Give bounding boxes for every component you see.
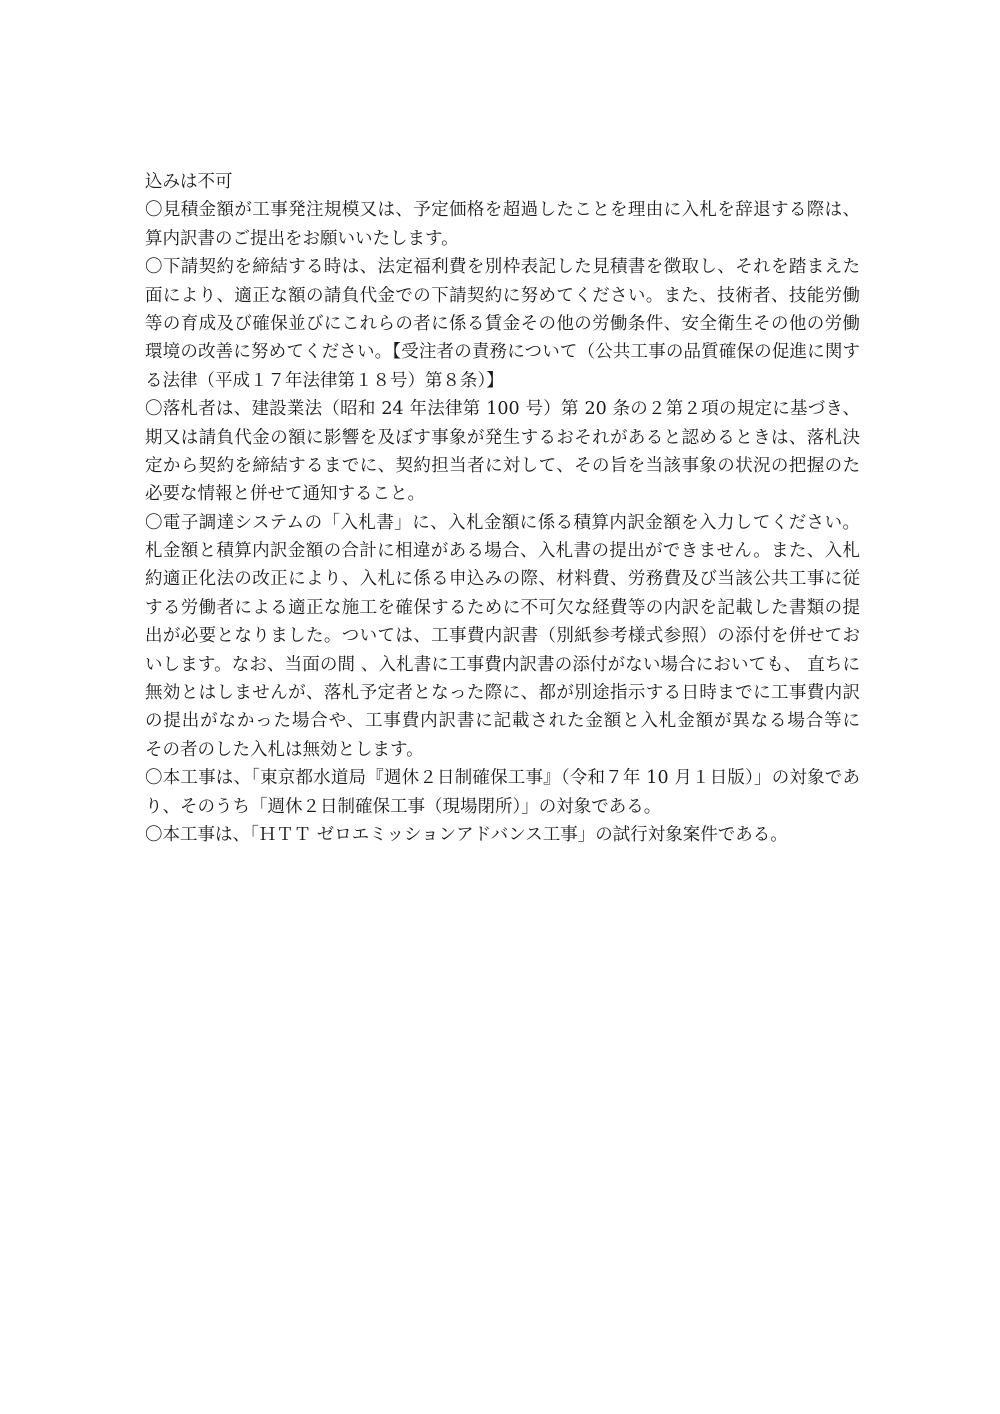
text-line: 定から契約を締結するまでに、契約担当者に対して、その旨を当該事象の状況の把握のた	[145, 455, 860, 476]
text-line: 環境の改善に努めてください。【受注者の責務について（公共工事の品質確保の促進に関す	[145, 342, 860, 363]
text-line: 〇本工事は、「ＨＴＴ ゼロエミッションアドバンス工事」の試行対象案件である。	[145, 824, 788, 845]
text-line: る法律（平成１７年法律第１８号）第８条）】	[145, 370, 504, 391]
text-line: 約適正化法の改正により、入札に係る申込みの際、材料費、労務費及び当該公共工事に従	[145, 569, 860, 590]
text-line: する労働者による適正な施工を確保するために不可欠な経費等の内訳を記載した書類の提	[145, 597, 860, 618]
document-body	[145, 168, 860, 849]
text-line: 必要な情報と併せて通知すること。	[145, 484, 425, 505]
text-line: 等の育成及び確保並びにこれらの者に係る賃金その他の労働条件、安全衛生その他の労働	[145, 313, 860, 334]
text-line: 〇本工事は、「東京都水道局『週休２日制確保工事』（令和７年 10 月１日版）」の対象であ	[145, 768, 860, 789]
text-line: 〇見積金額が工事発注規模又は、予定価格を超過したことを理由に入札を辞退する際は、	[145, 200, 860, 221]
text-line: 〇落札者は、建設業法（昭和 24 年法律第 100 号）第 20 条の２第２項の規定に基づき、	[145, 399, 860, 420]
text-line: 無効とはしませんが、落札予定者となった際に、都が別途指示する日時までに工事費内訳	[145, 683, 860, 704]
text-line: 算内訳書のご提出をお願いいたします。	[145, 228, 459, 249]
text-line: その者のした入札は無効とします。	[145, 739, 424, 760]
text-line: 札金額と積算内訳金額の合計に相違がある場合、入札書の提出ができません。また、入札	[145, 541, 860, 562]
text-line: いします。なお、当面の間 、入札書に工事費内訳書の添付がない場合においても、 直ちに	[145, 654, 860, 675]
text-line: り、そのうち「週休２日制確保工事（現場閉所）」の対象である。	[145, 796, 662, 817]
text-line: の提出がなかった場合や、工事費内訳書に記載された金額と入札金額が異なる場合等に	[145, 711, 860, 732]
text-line: 込みは不可	[145, 172, 233, 192]
text-line: 〇下請契約を締結する時は、法定福利費を別枠表記した見積書を徴取し、それを踏まえた	[145, 257, 860, 278]
text-line: 〇電子調達システムの「入札書」に、入札金額に係る積算内訳金額を入力してください。	[145, 512, 860, 533]
text-line: 出が必要となりました。ついては、工事費内訳書（別紙参考様式参照）の添付を併せてお	[145, 626, 860, 647]
text-line: 期又は請負代金の額に影響を及ぼす事象が発生するおそれがあると認めるときは、落札決	[145, 427, 860, 448]
text-line: 面により、適正な額の請負代金での下請契約に努めてください。また、技術者、技能労働	[145, 285, 860, 306]
